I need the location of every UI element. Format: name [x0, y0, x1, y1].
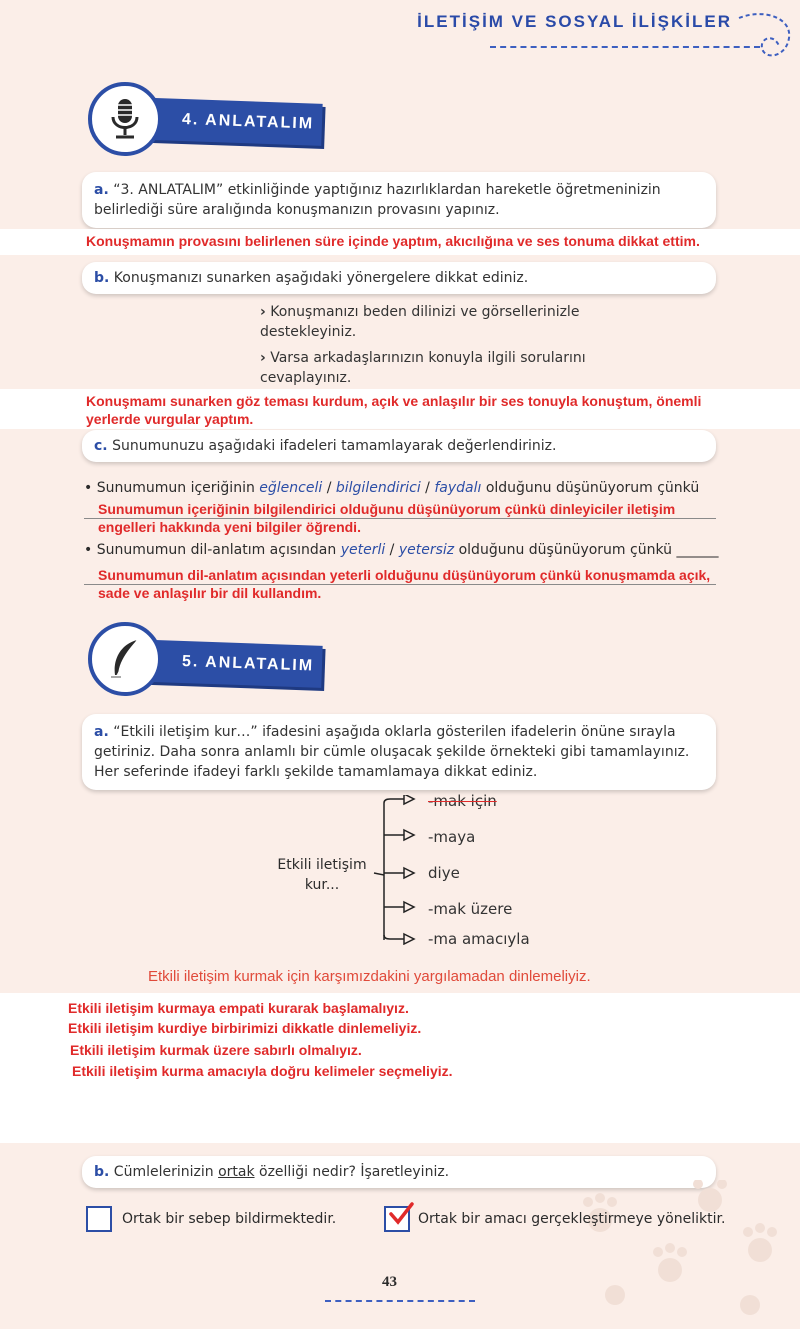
question-letter: a. [94, 724, 109, 740]
header-divider [490, 46, 760, 48]
decorative-swirl-icon [734, 8, 794, 64]
question-text: Konuşmanızı sunarken aşağıdaki yönergelere dikkat ediniz. [113, 270, 529, 286]
question-5b: b. Cümlelerinizin ortak özelliği nedir? İşaretleyiniz. [82, 1156, 716, 1188]
example-sentence: Etkili iletişim kurmak için karşımızdakini yargılamadan dinlemeliyiz. [148, 968, 591, 985]
answer-5a-2: Etkili iletişim kurdiye birbirimizi dikkatle dinlemeliyiz. [68, 1020, 422, 1036]
underlined-word: ortak [218, 1164, 255, 1180]
suffix-label: -ma amacıyla [428, 930, 530, 948]
question-4b [82, 262, 716, 294]
question-4a [82, 172, 716, 228]
question-4c [82, 430, 716, 462]
footer-divider [325, 1300, 475, 1302]
answer-4c-2: Sunumumun dil-anlatım açısından yeterli olduğunu düşünüyorum çünkü konuşmamda açık, sade ve anlaşılır bir dil kullandım. [98, 567, 711, 601]
question-letter: a. [94, 182, 109, 198]
suffix-label: -mak için [428, 792, 497, 810]
instruction-item: › Konuşmanızı beden dilinizi ve görsellerinizle destekleyiniz. [260, 304, 580, 340]
checkbox-checked[interactable] [384, 1206, 410, 1232]
suffix-label: -mak üzere [428, 900, 513, 918]
answer-4a: Konuşmamın provasını belirlenen süre içinde yaptım, akıcılığına ve ses tonuma dikkat ettim. [86, 233, 700, 249]
answer-5a-4: Etkili iletişim kurma amacıyla doğru kelimeler seçmeliyiz. [72, 1063, 453, 1079]
microphone-icon [88, 82, 162, 156]
question-5a [82, 714, 716, 790]
section-4-title: 4. ANLATALIM [181, 110, 315, 133]
question-letter: b. [94, 270, 110, 286]
answer-5a-3: Etkili iletişim kurmak üzere sabırlı olmalıyız. [70, 1042, 362, 1058]
instruction-list [260, 302, 620, 388]
question-letter: b. [94, 1164, 110, 1180]
question-text: “Etkili iletişim kur…” ifadesini aşağıda oklarla gösterilen ifadelerin önüne sırayla getiriniz. Daha sonra anlamlı bir cümle oluşacak şekilde örnekteki gibi tamamlayınız. Her seferinde ifadeyi farklı şekilde tamamlamaya dikkat ediniz. [94, 724, 690, 780]
option-label: Ortak bir amacı gerçekleştirmeye yöneliktir. [418, 1211, 726, 1227]
feather-pen-icon [88, 622, 162, 696]
checkbox[interactable] [86, 1206, 112, 1232]
question-letter: c. [94, 438, 108, 454]
option-1[interactable] [86, 1206, 336, 1232]
answer-4c-1: Sunumumun içeriğinin bilgilendirici olduğunu düşünüyorum çünkü dinleyiciler iletişim engelleri hakkında yeni bilgiler öğrendi. [98, 501, 676, 535]
diagram-root-label: Etkili iletişim kur... [277, 857, 367, 893]
checkmark-icon [388, 1202, 414, 1228]
unit-title: İLETİŞİM VE SOSYAL İLİŞKİLER [417, 12, 732, 31]
suffix-label: diye [428, 864, 460, 882]
question-text: “3. ANLATALIM” etkinliğinde yaptığınız hazırlıklardan hareketle öğretmeninizin belirlediği süre aralığında konuşmanızın provasını yapınız. [94, 182, 661, 218]
paw-print-decoration-icon [560, 1180, 800, 1320]
evaluation-bullet-1: • Sunumumun içeriğinin eğlenceli / bilgilendirici / faydalı olduğunu düşünüyorum çünkü [84, 480, 700, 496]
question-text: Sunumunuzu aşağıdaki ifadeleri tamamlayarak değerlendiriniz. [112, 438, 557, 454]
option-2[interactable] [384, 1206, 725, 1232]
suffix-label: -maya [428, 828, 476, 846]
instruction-item: › Varsa arkadaşlarınızın konuyla ilgili sorularını cevaplayınız. [260, 350, 586, 386]
evaluation-bullet-2: • Sunumumun dil-anlatım açısından yeterli / yetersiz olduğunu düşünüyorum çünkü ______ [84, 542, 719, 558]
option-label: Ortak bir sebep bildirmektedir. [122, 1211, 337, 1227]
page-number: 43 [382, 1274, 397, 1290]
answer-4b: Konuşmamı sunarken göz teması kurdum, açık ve anlaşılır bir ses tonuyla konuştum, önemli yerlerde vurgular yaptım. [86, 393, 702, 427]
section-5-title: 5. ANLATALIM [181, 652, 315, 675]
answer-5a-1: Etkili iletişim kurmaya empati kurarak başlamalıyız. [68, 1000, 409, 1016]
